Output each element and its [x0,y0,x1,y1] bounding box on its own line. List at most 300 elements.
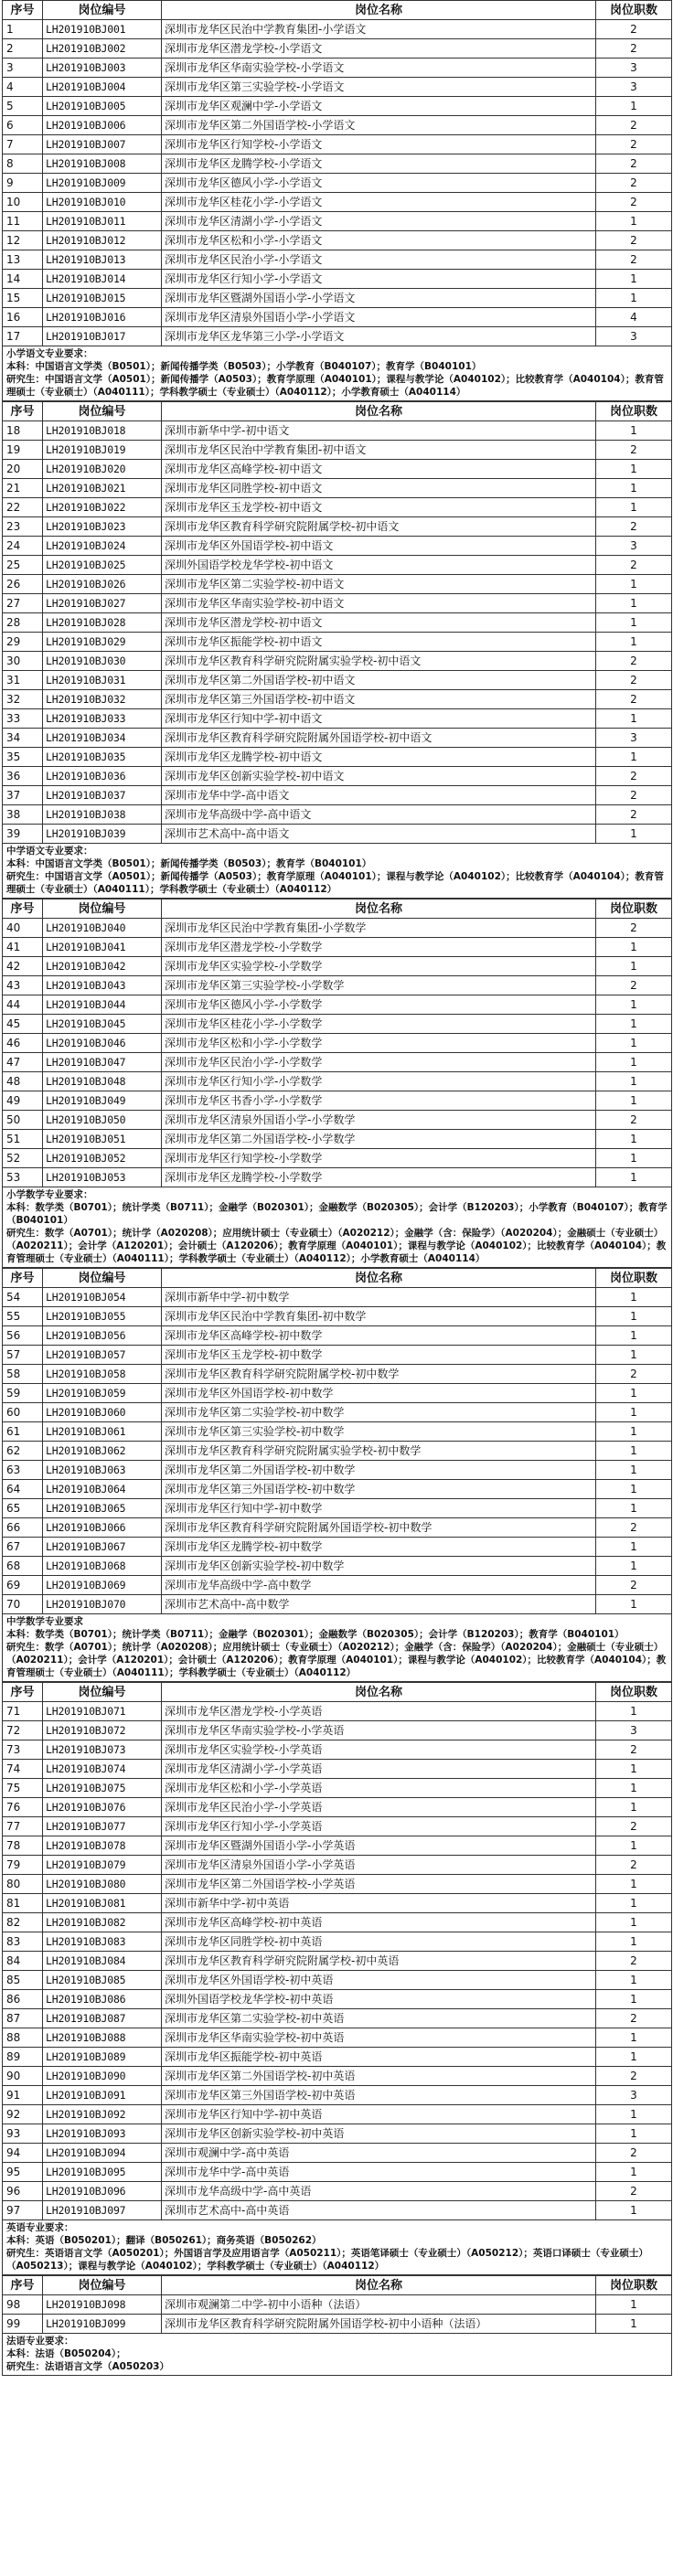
position-count: 1 [596,1130,672,1149]
position-name: 深圳市龙华区行知学校-小学数学 [162,1149,596,1168]
position-count: 1 [596,613,672,633]
requirements-text [3,2220,672,2275]
row-index: 85 [3,1971,43,1990]
position-code: LH201910BJ003 [43,59,162,78]
header-col2: 岗位编号 [43,1269,162,1288]
table-header-row [3,402,672,421]
position-count: 1 [596,1442,672,1461]
position-code: LH201910BJ050 [43,1111,162,1130]
position-count: 1 [596,1346,672,1365]
requirements-line: 研究生：数学（A0701）；统计学（A020208）；应用统计硕士（专业硕士）（A020212）；金融学（含：保险学）（A020204）；金融硕士（专业硕士）（A020211）；会计学（A120201）；会计硕士（A120206）；教育学原理（A040101）；课程与教学论（A040102）；比较教育学（A040104）；教育管理硕士（专业硕士）（A040111）；学科教学硕士（专业硕士）（A040112）；小学教育硕士（A040114） [6,1228,667,1264]
position-code: LH201910BJ057 [43,1346,162,1365]
position-name: 深圳市龙华区外国语学校-初中英语 [162,1971,596,1990]
table-row [3,2315,672,2334]
position-count: 1 [596,575,672,594]
row-index: 42 [3,957,43,976]
position-code: LH201910BJ084 [43,1952,162,1971]
row-index: 22 [3,498,43,517]
position-count: 1 [596,633,672,652]
row-index: 31 [3,671,43,690]
position-name: 深圳市龙华区教育科学研究院附属外国语学校-初中语文 [162,729,596,748]
position-code: LH201910BJ064 [43,1480,162,1499]
table-row [3,1422,672,1442]
position-code: LH201910BJ039 [43,825,162,844]
position-name: 深圳市龙华区第二实验学校-初中英语 [162,2009,596,2028]
table-row [3,1952,672,1971]
position-code: LH201910BJ096 [43,2182,162,2201]
row-index: 30 [3,652,43,671]
table-row [3,825,672,844]
position-code: LH201910BJ048 [43,1072,162,1091]
table-header-row [3,1269,672,1288]
position-name: 深圳市龙华区第二实验学校-初中语文 [162,575,596,594]
table-row [3,1798,672,1817]
position-count: 2 [596,1518,672,1538]
position-code: LH201910BJ025 [43,556,162,575]
requirements-title: 中学语文专业要求： [6,846,93,857]
header-col1: 序号 [3,402,43,421]
position-name: 深圳市龙华区书香小学-小学数学 [162,1091,596,1111]
row-index: 6 [3,116,43,135]
table-row [3,1894,672,1913]
position-name: 深圳市龙华区桂花小学-小学数学 [162,1015,596,1034]
position-count: 1 [596,1499,672,1518]
position-code: LH201910BJ060 [43,1403,162,1422]
table-row [3,748,672,767]
position-count: 2 [596,39,672,59]
position-code: LH201910BJ081 [43,1894,162,1913]
table-row [3,1932,672,1952]
position-code: LH201910BJ072 [43,1721,162,1740]
position-count: 2 [596,231,672,250]
table-row [3,957,672,976]
position-code: LH201910BJ012 [43,231,162,250]
position-code: LH201910BJ036 [43,767,162,786]
position-name: 深圳市龙华区龙腾学校-初中数学 [162,1538,596,1557]
requirements-row [3,1187,672,1268]
table-row [3,690,672,709]
position-name: 深圳市龙华区暨湖外国语小学-小学英语 [162,1836,596,1856]
table-row [3,1288,672,1307]
position-code: LH201910BJ086 [43,1990,162,2009]
header-col1: 序号 [3,899,43,919]
requirements-text [3,1187,672,1268]
position-code: LH201910BJ087 [43,2009,162,2028]
position-name: 深圳市新华中学-初中数学 [162,1288,596,1307]
table-row [3,709,672,729]
position-name: 深圳市龙华区潜龙学校-小学数学 [162,938,596,957]
position-code: LH201910BJ035 [43,748,162,767]
row-index: 60 [3,1403,43,1422]
table-row [3,938,672,957]
table-row [3,652,672,671]
table-row [3,97,672,116]
position-code: LH201910BJ049 [43,1091,162,1111]
position-name: 深圳市龙华区创新实验学校-初中语文 [162,767,596,786]
row-index: 89 [3,2048,43,2067]
row-index: 37 [3,786,43,805]
row-index: 10 [3,193,43,212]
table-row [3,1403,672,1422]
table-row [3,1721,672,1740]
position-count: 3 [596,729,672,748]
row-index: 49 [3,1091,43,1111]
position-name: 深圳市龙华区民治小学-小学英语 [162,1798,596,1817]
position-name: 深圳市龙华区清泉外国语小学-小学语文 [162,308,596,327]
position-code: LH201910BJ037 [43,786,162,805]
table-row [3,594,672,613]
position-code: LH201910BJ073 [43,1740,162,1760]
row-index: 51 [3,1130,43,1149]
position-name: 深圳市龙华区教育科学研究院附属外国语学校-初中数学 [162,1518,596,1538]
position-code: LH201910BJ033 [43,709,162,729]
table-row [3,1365,672,1384]
positions-table-middle-chinese [2,401,672,899]
position-count: 3 [596,59,672,78]
header-col2: 岗位编号 [43,1,162,20]
position-code: LH201910BJ041 [43,938,162,957]
table-row [3,193,672,212]
position-code: LH201910BJ040 [43,919,162,938]
position-count: 1 [596,289,672,308]
requirements-text [3,844,672,899]
requirements-text [3,1614,672,1682]
position-count: 1 [596,1760,672,1779]
position-name: 深圳市龙华区清泉外国语小学-小学英语 [162,1856,596,1875]
position-code: LH201910BJ065 [43,1499,162,1518]
position-name: 深圳市龙华区教育科学研究院附属实验学校-初中语文 [162,652,596,671]
position-count: 2 [596,976,672,995]
position-name: 深圳市龙华区清湖小学-小学语文 [162,212,596,231]
position-name: 深圳市龙华区第三实验学校-小学数学 [162,976,596,995]
position-count: 1 [596,1326,672,1346]
table-row [3,1856,672,1875]
requirements-title: 法语专业要求： [6,2336,74,2347]
position-count: 1 [596,2295,672,2315]
position-count: 2 [596,174,672,193]
position-name: 深圳市龙华区第二外国语学校-初中语文 [162,671,596,690]
row-index: 68 [3,1557,43,1576]
table-row [3,729,672,748]
position-count: 1 [596,1480,672,1499]
position-code: LH201910BJ056 [43,1326,162,1346]
row-index: 16 [3,308,43,327]
position-name: 深圳市龙华区潜龙学校-小学英语 [162,1702,596,1721]
row-index: 71 [3,1702,43,1721]
requirements-title: 中学数学专业要求 [6,1616,83,1627]
position-name: 深圳市龙华区民治中学教育集团-初中语文 [162,441,596,460]
position-count: 1 [596,957,672,976]
position-code: LH201910BJ019 [43,441,162,460]
position-count: 1 [596,1288,672,1307]
position-name: 深圳市龙华区行知小学-小学英语 [162,1817,596,1836]
position-count: 1 [596,1894,672,1913]
row-index: 88 [3,2028,43,2048]
row-index: 74 [3,1760,43,1779]
header-col4: 岗位职数 [596,1683,672,1702]
positions-table-primary-chinese [2,0,672,401]
table-row [3,308,672,327]
position-count: 1 [596,1990,672,2009]
position-code: LH201910BJ082 [43,1913,162,1932]
row-index: 28 [3,613,43,633]
table-row [3,135,672,154]
position-code: LH201910BJ090 [43,2067,162,2086]
table-row [3,633,672,652]
row-index: 45 [3,1015,43,1034]
row-index: 69 [3,1576,43,1595]
requirements-line: 本科：数学类（B0701）；统计学类（B0711）；金融学（B020301）；金融数学（B020305）；会计学（B120203）；小学教育（B040107）；教育学（B040101） [6,1202,668,1226]
requirements-line: 本科：中国语言文学类（B0501）；新闻传播学类（B0503）；教育学（B040101） [6,858,372,869]
row-index: 53 [3,1168,43,1187]
position-count: 1 [596,421,672,441]
row-index: 1 [3,20,43,39]
table-row [3,767,672,786]
position-count: 3 [596,327,672,346]
row-index: 24 [3,537,43,556]
table-row [3,498,672,517]
position-count: 1 [596,498,672,517]
table-row [3,1518,672,1538]
position-count: 1 [596,2315,672,2334]
table-row [3,78,672,97]
position-count: 1 [596,97,672,116]
position-count: 2 [596,1856,672,1875]
table-row [3,1384,672,1403]
position-code: LH201910BJ089 [43,2048,162,2067]
table-row [3,479,672,498]
requirements-title: 英语专业要求： [6,2222,74,2233]
table-row [3,2144,672,2163]
table-row [3,1740,672,1760]
row-index: 11 [3,212,43,231]
position-code: LH201910BJ054 [43,1288,162,1307]
table-row [3,2124,672,2144]
position-name: 深圳市龙华区德风小学-小学语文 [162,174,596,193]
header-col2: 岗位编号 [43,402,162,421]
position-name: 深圳市龙华区清湖小学-小学英语 [162,1760,596,1779]
position-code: LH201910BJ005 [43,97,162,116]
table-row [3,231,672,250]
header-col4: 岗位职数 [596,2276,672,2295]
position-count: 2 [596,154,672,174]
position-count: 1 [596,748,672,767]
position-name: 深圳市龙华区实验学校-小学数学 [162,957,596,976]
position-count: 2 [596,250,672,270]
position-name: 深圳市龙华高级中学-高中语文 [162,805,596,825]
row-index: 35 [3,748,43,767]
requirements-title: 小学语文专业要求： [6,348,93,359]
position-count: 2 [596,767,672,786]
position-count: 1 [596,2048,672,2067]
position-count: 1 [596,938,672,957]
position-count: 1 [596,1422,672,1442]
position-count: 1 [596,1149,672,1168]
row-index: 92 [3,2105,43,2124]
position-code: LH201910BJ062 [43,1442,162,1461]
row-index: 52 [3,1149,43,1168]
position-code: LH201910BJ091 [43,2086,162,2105]
position-code: LH201910BJ031 [43,671,162,690]
position-code: LH201910BJ007 [43,135,162,154]
position-code: LH201910BJ032 [43,690,162,709]
row-index: 14 [3,270,43,289]
position-code: LH201910BJ069 [43,1576,162,1595]
position-count: 1 [596,1072,672,1091]
position-name: 深圳市观澜中学-高中英语 [162,2144,596,2163]
position-count: 3 [596,1721,672,1740]
row-index: 75 [3,1779,43,1798]
header-col2: 岗位编号 [43,2276,162,2295]
table-row [3,1817,672,1836]
table-row [3,1779,672,1798]
position-code: LH201910BJ053 [43,1168,162,1187]
position-name: 深圳市龙华区民治小学-小学数学 [162,1053,596,1072]
requirements-line: 本科：英语（B050201）；翻译（B050261）；商务英语（B050262） [6,2235,322,2246]
position-code: LH201910BJ010 [43,193,162,212]
row-index: 26 [3,575,43,594]
position-code: LH201910BJ075 [43,1779,162,1798]
position-count: 1 [596,709,672,729]
position-count: 4 [596,308,672,327]
position-name: 深圳市龙华区第三外国语学校-初中语文 [162,690,596,709]
row-index: 91 [3,2086,43,2105]
row-index: 18 [3,421,43,441]
position-code: LH201910BJ080 [43,1875,162,1894]
header-col2: 岗位编号 [43,899,162,919]
position-code: LH201910BJ071 [43,1702,162,1721]
position-name: 深圳市龙华区同胜学校-初中英语 [162,1932,596,1952]
row-index: 19 [3,441,43,460]
position-code: LH201910BJ016 [43,308,162,327]
position-count: 1 [596,1595,672,1614]
requirements-line: 研究生：法语语言文学（A050203） [6,2361,169,2372]
position-name: 深圳市龙华区华南实验学校-初中语文 [162,594,596,613]
position-code: LH201910BJ046 [43,1034,162,1053]
row-index: 34 [3,729,43,748]
position-name: 深圳市龙华区行知小学-小学语文 [162,270,596,289]
position-name: 深圳市龙华区教育科学研究院附属学校-初中英语 [162,1952,596,1971]
position-count: 1 [596,1034,672,1053]
requirements-row [3,844,672,899]
position-name: 深圳市新华中学-初中英语 [162,1894,596,1913]
position-count: 2 [596,556,672,575]
row-index: 32 [3,690,43,709]
position-code: LH201910BJ074 [43,1760,162,1779]
table-row [3,1499,672,1518]
position-code: LH201910BJ001 [43,20,162,39]
table-row [3,1442,672,1461]
position-code: LH201910BJ004 [43,78,162,97]
requirements-line: 本科：法语（B050204）； [6,2348,126,2359]
table-row [3,59,672,78]
requirements-row [3,2220,672,2275]
position-name: 深圳市龙华区行知小学-小学数学 [162,1072,596,1091]
position-count: 2 [596,805,672,825]
requirements-line: 研究生：中国语言文学（A0501）；新闻传播学（A0503）；教育学原理（A040101）；课程与教学论（A040102）；比较教育学（A040104）；教育管理硕士（专业硕士）（A040111）；学科教学硕士（专业硕士）（A040112）；小学教育硕士（A040114） [6,374,664,398]
row-index: 56 [3,1326,43,1346]
position-name: 深圳市龙华区华南实验学校-小学语文 [162,59,596,78]
row-index: 96 [3,2182,43,2201]
row-index: 59 [3,1384,43,1403]
position-name: 深圳市龙华区创新实验学校-初中数学 [162,1557,596,1576]
header-col1: 序号 [3,2276,43,2295]
position-code: LH201910BJ092 [43,2105,162,2124]
position-count: 2 [596,1952,672,1971]
table-row [3,2067,672,2086]
position-code: LH201910BJ027 [43,594,162,613]
position-name: 深圳市龙华区暨湖外国语小学-小学语文 [162,289,596,308]
row-index: 54 [3,1288,43,1307]
row-index: 13 [3,250,43,270]
table-row [3,2163,672,2182]
position-name: 深圳市龙华区外国语学校-初中数学 [162,1384,596,1403]
position-code: LH201910BJ024 [43,537,162,556]
position-code: LH201910BJ042 [43,957,162,976]
position-name: 深圳市龙华区创新实验学校-初中英语 [162,2124,596,2144]
table-row [3,1461,672,1480]
table-row [3,1913,672,1932]
position-count: 2 [596,2144,672,2163]
position-code: LH201910BJ085 [43,1971,162,1990]
header-col4: 岗位职数 [596,1,672,20]
row-index: 12 [3,231,43,250]
position-name: 深圳市龙华区第三外国语学校-初中英语 [162,2086,596,2105]
position-count: 3 [596,2086,672,2105]
row-index: 3 [3,59,43,78]
header-col2: 岗位编号 [43,1683,162,1702]
table-row [3,1595,672,1614]
row-index: 94 [3,2144,43,2163]
position-name: 深圳市龙华区第二外国语学校-初中数学 [162,1461,596,1480]
row-index: 65 [3,1499,43,1518]
position-count: 2 [596,193,672,212]
position-name: 深圳市龙华区松和小学-小学语文 [162,231,596,250]
table-row [3,2028,672,2048]
row-index: 77 [3,1817,43,1836]
requirements-line: 本科：中国语言文学类（B0501）；新闻传播学类（B0503）；小学教育（B040107）；教育学（B040101） [6,361,482,372]
position-name: 深圳市龙华区民治中学教育集团-小学数学 [162,919,596,938]
position-name: 深圳市龙华区松和小学-小学数学 [162,1034,596,1053]
table-header-row [3,1,672,20]
table-row [3,1990,672,2009]
row-index: 58 [3,1365,43,1384]
positions-table-middle-math [2,1268,672,1682]
position-code: LH201910BJ008 [43,154,162,174]
row-index: 23 [3,517,43,537]
position-code: LH201910BJ097 [43,2201,162,2220]
position-count: 2 [596,2182,672,2201]
row-index: 2 [3,39,43,59]
position-code: LH201910BJ011 [43,212,162,231]
row-index: 8 [3,154,43,174]
table-row [3,460,672,479]
position-name: 深圳市龙华中学-高中语文 [162,786,596,805]
position-count: 1 [596,2163,672,2182]
position-name: 深圳市龙华区观澜中学-小学语文 [162,97,596,116]
table-row [3,613,672,633]
position-name: 深圳市观澜第二中学-初中小语种（法语） [162,2295,596,2315]
table-row [3,270,672,289]
table-row [3,1307,672,1326]
table-row [3,1346,672,1365]
position-count: 2 [596,652,672,671]
row-index: 4 [3,78,43,97]
position-name: 深圳市龙华区华南实验学校-小学英语 [162,1721,596,1740]
position-name: 深圳市龙华区龙华第三小学-小学语文 [162,327,596,346]
position-name: 深圳市龙华区第二实验学校-初中数学 [162,1403,596,1422]
position-count: 2 [596,1740,672,1760]
